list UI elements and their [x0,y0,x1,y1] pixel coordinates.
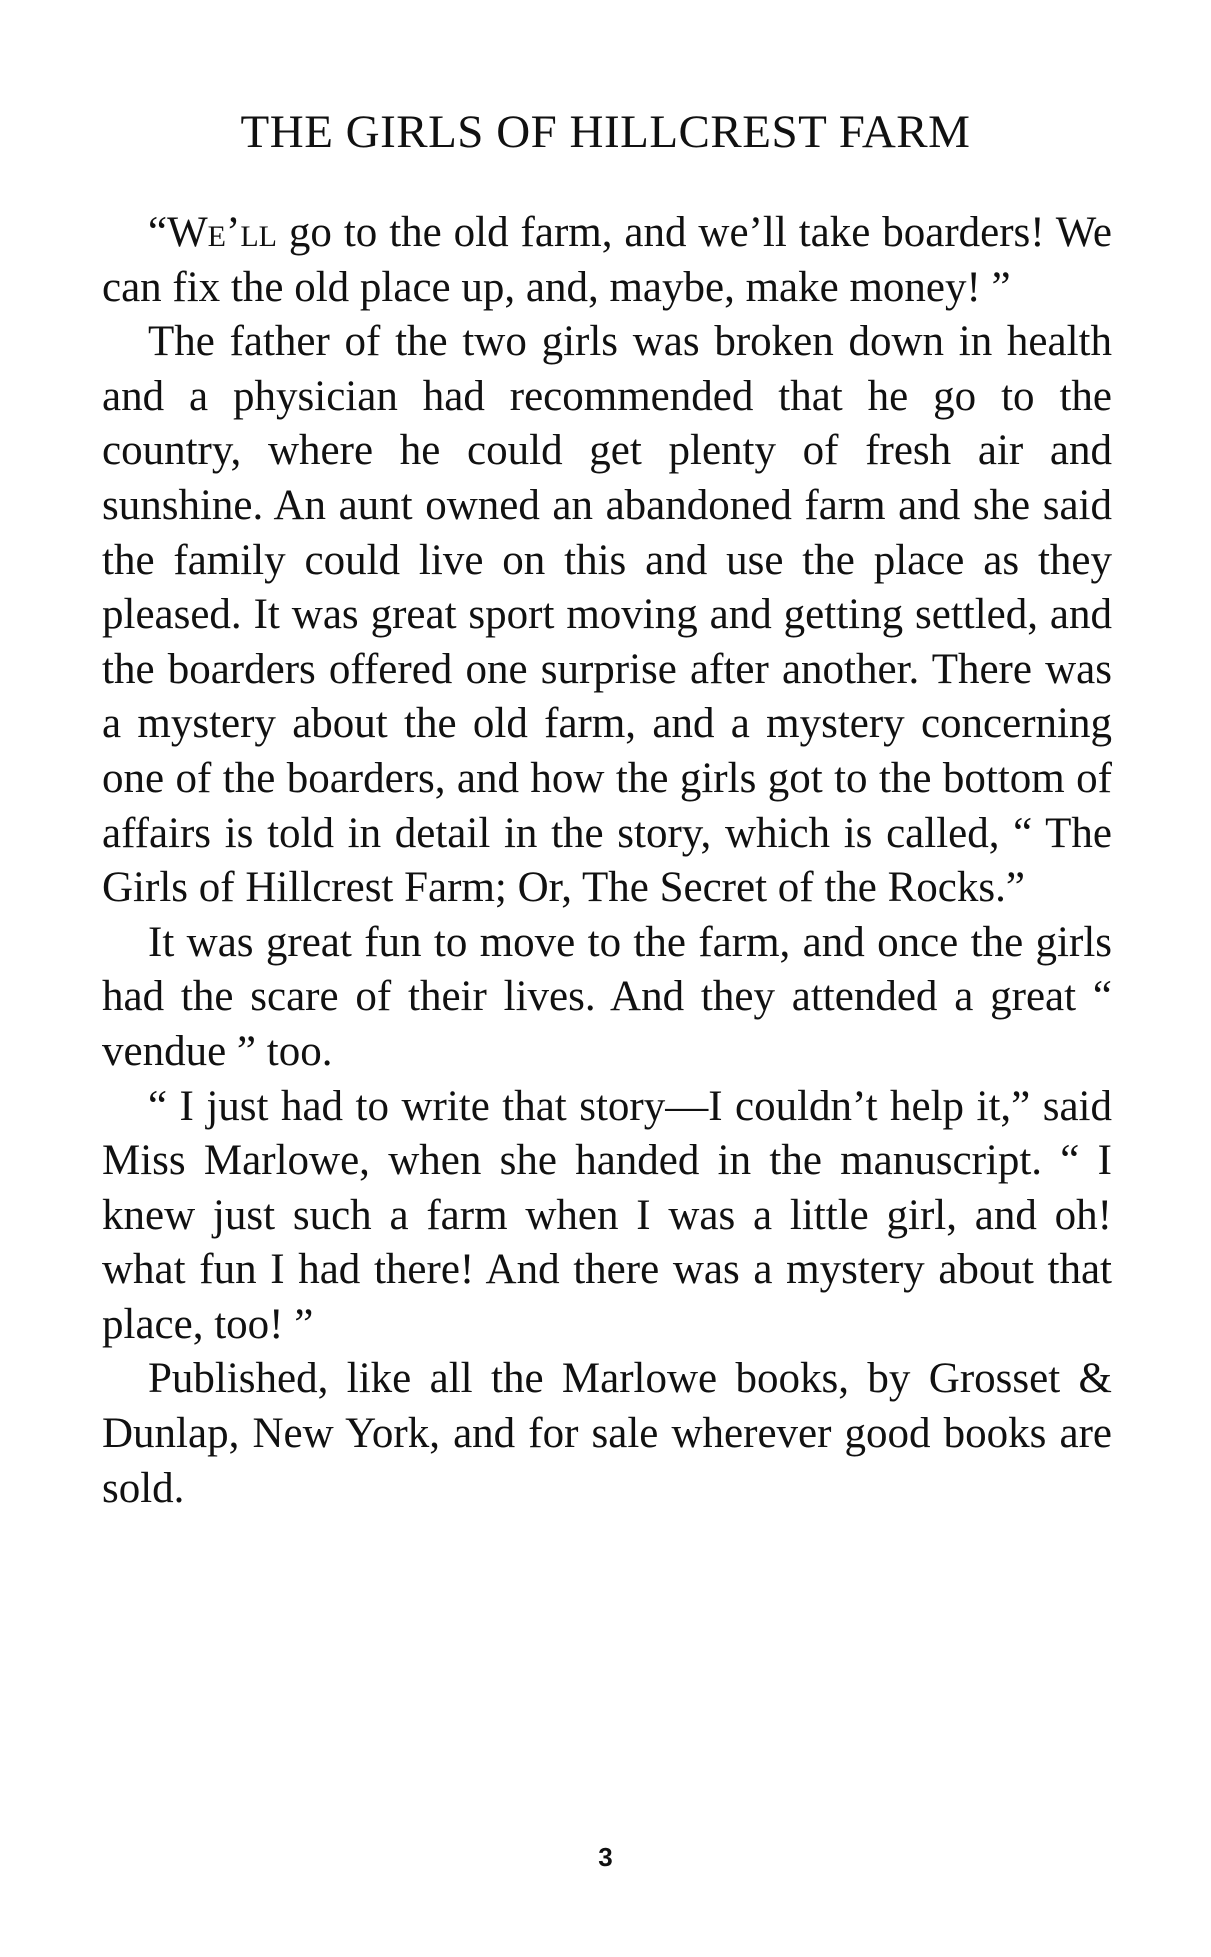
paragraph-4: “ I just had to write that story—I couldn’t help it,” said Miss Marlowe, when she handed in the manuscript. “ I knew just such a farm when I was a little girl, and oh! what fun I had there! And there was a mystery about that place, too! ” [102,1082,1112,1348]
body-text [102,206,1112,1516]
paragraph-3: It was great fun to move to the farm, and once the girls had the scare of their lives. And they attended a great “ vendue ” too. [102,918,1112,1075]
page-number: 3 [598,1842,613,1872]
paragraph-5: Published, like all the Marlowe books, by Grosset & Dunlap, New York, and for sale wherever good books are sold. [102,1355,1112,1512]
running-title: THE GIRLS OF HILLCREST FARM [240,106,971,158]
paragraph-1-text: go to the old farm, and we’ll take boarders! We can fix the old place up, and, maybe, make money! ” [102,209,1112,311]
paragraph-1-lead: “We’ll [148,209,277,256]
paragraph-2: The father of the two girls was broken down in health and a physician had recommended that he go to the country, where he could get plenty of fresh air and sunshine. An aunt owned an abandoned farm and she said the family could live on this and use the place as they pleased. It was great sport moving and getting settled, and the boarders offered one surprise after another. There was a mystery about the old farm, and a mystery concerning one of the boarders, and how the girls got to the bottom of affairs is told in detail in the story, which is called, “ The Girls of Hillcrest Farm; Or, The Secret of the Rocks.” [102,318,1112,912]
paragraph-1 [102,206,1112,315]
